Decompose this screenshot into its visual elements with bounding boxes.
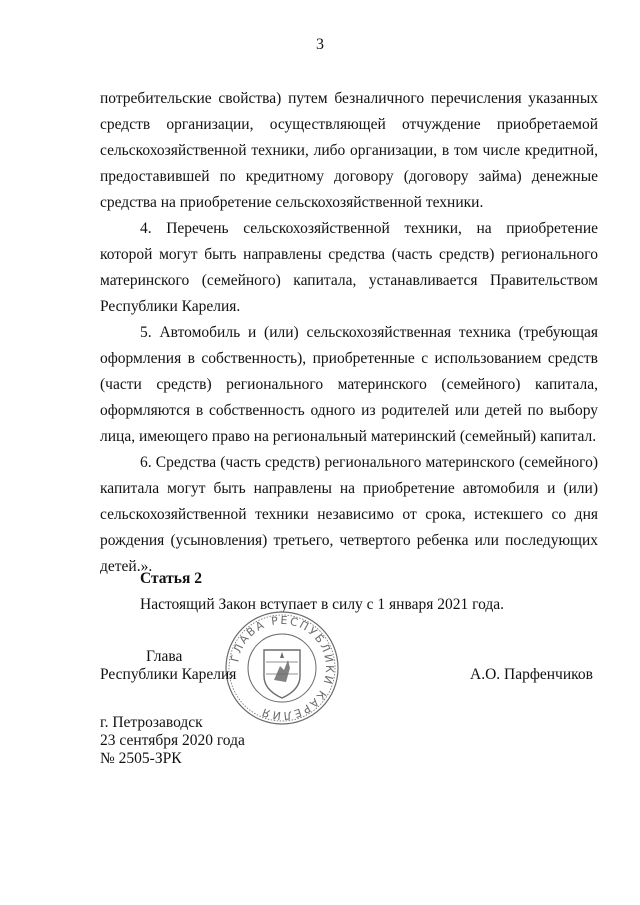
paragraph-item-4: 4. Перечень сельскохозяйственной техники, на приобретение которой могут быть направлены средства (часть средств) регионального материнского (семейного) капитала, устанавливается Правительством Республики Карелия. [100, 220, 598, 315]
article-text: Настоящий Закон вступает в силу с 1 января 2021 года. [140, 596, 505, 613]
paragraph-item-6: 6. Средства (часть средств) регионального материнского (семейного) капитала могут быть направлены на приобретение автомобиля и (или) сельскохозяйственной техники независимо от срока, истекшего со дня рождения (усыновления) третьего, четвертого ребенка или последующих детей.». [100, 454, 598, 575]
signatory-name: А.О. Парфенчиков [470, 666, 593, 683]
official-seal-stamp [224, 610, 340, 726]
paragraph-item-5: 5. Автомобиль и (или) сельскохозяйственная техника (требующая оформления в собственность), приобретенные с использованием средств (части средств) регионального материнского (семейного) капитала, оформляются в собственность одного из родителей или детей по выбору лица, имеющего право на региональный материнский (семейный) капитал. [100, 324, 598, 445]
law-body-text [100, 86, 598, 580]
coat-of-arms-icon [264, 650, 300, 698]
paragraph-continuation: потребительские свойства) путем безналичного перечисления указанных средств организации, осуществляющей отчуждение приобретаемой сельскохозяйственной техники, либо организации, в том числе кредитной, предоставившей по кредитному договору (договору займа) денежные средства на приобретение сельскохозяйственной техники. [100, 90, 598, 211]
signatory-title-line1: Глава [146, 648, 183, 665]
svg-text:ГЛАВА РЕСПУБЛИКИ КАРЕЛИЯ: ГЛАВА РЕСПУБЛИКИ КАРЕЛИЯ [228, 613, 337, 723]
document-date: 23 сентября 2020 года [100, 732, 245, 749]
document-number: № 2505-ЗРК [100, 750, 182, 767]
page-number: 3 [316, 36, 324, 53]
article-title: Статья 2 [140, 570, 202, 587]
document-city: г. Петрозаводск [100, 714, 203, 731]
signatory-title-line2: Республики Карелия [100, 666, 237, 683]
